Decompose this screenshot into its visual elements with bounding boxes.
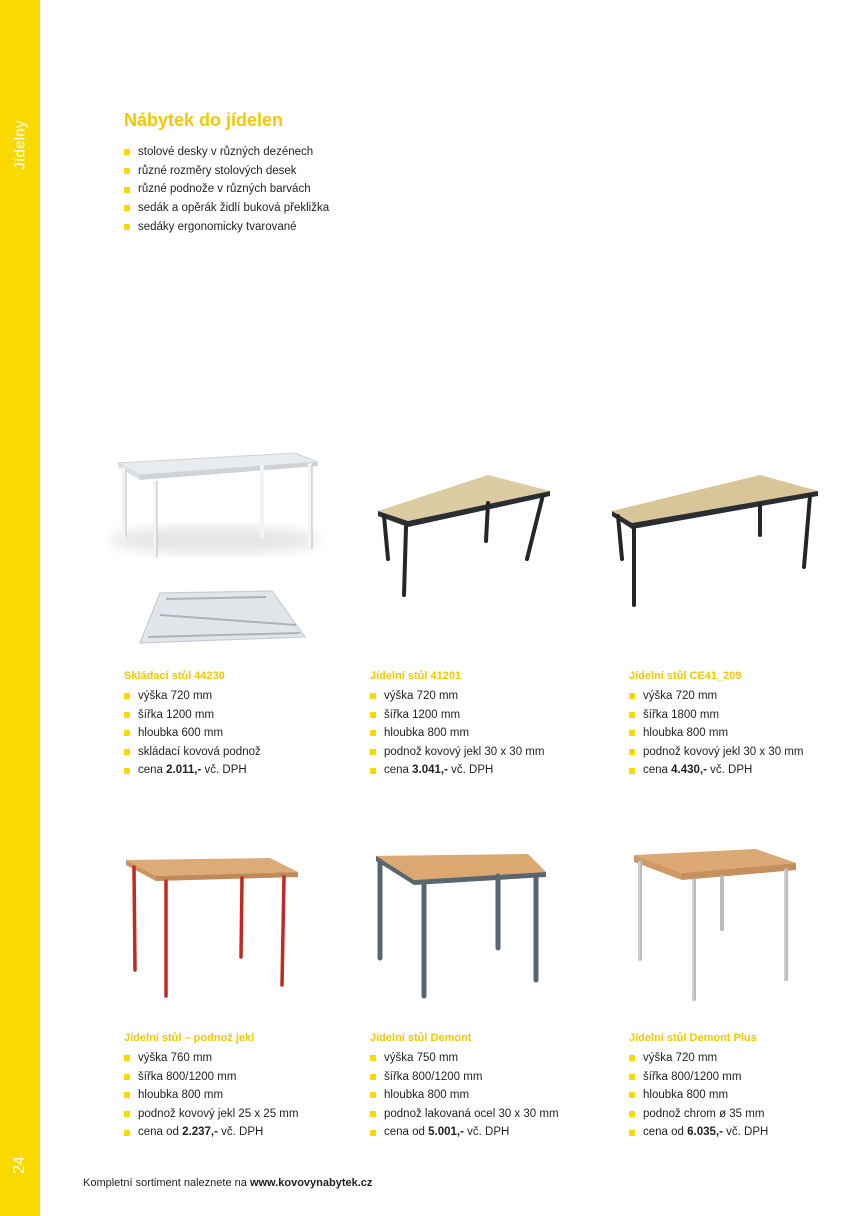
price-value: 2.237,- [182,1126,218,1139]
footer-text: Kompletní sortiment naleznete na [83,1177,250,1189]
square-bullet-icon [629,1074,635,1080]
product-name: Jídelní stůl Demont [370,1032,472,1044]
square-bullet-icon [629,749,635,755]
spec-list [370,687,600,780]
table-frame [134,867,284,996]
square-bullet-icon [124,712,130,718]
feature-item: sedáky ergonomicky tvarované [124,218,329,237]
spec-item: hloubka 600 mm [124,724,354,743]
spec-item: podnož kovový jekl 25 x 25 mm [124,1105,354,1124]
folding-table-image [100,425,330,660]
dining-table-ce41-image [610,455,825,615]
product-card [370,669,600,780]
square-bullet-icon [370,730,376,736]
page-number-text: 24 [11,1156,28,1174]
spec-item: hloubka 800 mm [370,1086,600,1105]
price-value: 5.001,- [428,1126,464,1139]
spec-item: výška 750 mm [370,1049,600,1068]
square-bullet-icon [629,768,635,774]
product-card [629,1031,859,1142]
square-bullet-icon [124,187,130,193]
square-bullet-icon [124,1092,130,1098]
dining-table-demont-plus-image [630,843,800,1008]
square-bullet-icon [124,149,130,155]
square-bullet-icon [124,749,130,755]
square-bullet-icon [370,712,376,718]
square-bullet-icon [370,693,376,699]
product-name: Jídelní stůl 41201 [370,670,462,682]
price-value: 2.011,- [166,764,202,777]
page-number [0,1150,40,1180]
page-title: Nábytek do jídelen [124,110,284,130]
square-bullet-icon [629,693,635,699]
square-bullet-icon [124,730,130,736]
square-bullet-icon [629,712,635,718]
square-bullet-icon [629,730,635,736]
square-bullet-icon [629,1055,635,1061]
square-bullet-icon [124,768,130,774]
square-bullet-icon [629,1130,635,1136]
spec-item: skládací kovová podnož [124,743,354,762]
spec-item: výška 720 mm [124,687,354,706]
table-frame [640,862,786,999]
footer-link[interactable]: www.kovovynabytek.cz [249,1177,373,1189]
spec-item: podnož chrom ø 35 mm [629,1105,859,1124]
square-bullet-icon [629,1111,635,1117]
spec-list [124,1049,354,1142]
spec-item: šířka 800/1200 mm [124,1068,354,1087]
square-bullet-icon [370,1074,376,1080]
square-bullet-icon [370,1055,376,1061]
spec-item: výška 760 mm [124,1049,354,1068]
spec-item: šířka 1200 mm [370,706,600,725]
product-name: Jídelní stůl Demont Plus [629,1032,757,1044]
square-bullet-icon [370,1092,376,1098]
product-name: Jídelní stůl – podnož jekl [124,1032,255,1044]
square-bullet-icon [370,768,376,774]
spec-item: šířka 1800 mm [629,706,859,725]
price-item: cena od 6.035,- vč. DPH [629,1123,859,1142]
product-card [629,669,859,780]
price-item: cena 4.430,- vč. DPH [629,761,859,780]
spec-list [370,1049,600,1142]
feature-list [124,143,329,237]
section-tab [1,95,39,195]
square-bullet-icon [124,693,130,699]
spec-item: podnož kovový jekl 30 x 30 mm [629,743,859,762]
dining-table-jekl-image [120,850,305,1005]
spec-item: hloubka 800 mm [629,1086,859,1105]
product-card [370,1031,600,1142]
spec-list [629,1049,859,1142]
feature-item: různé podnože v různých barvách [124,180,329,199]
feature-item: různé rozměry stolových desek [124,162,329,181]
feature-item: stolové desky v různých dezénech [124,143,329,162]
square-bullet-icon [124,1074,130,1080]
spec-item: výška 720 mm [629,687,859,706]
square-bullet-icon [124,224,130,230]
spec-item: hloubka 800 mm [629,724,859,743]
price-item: cena 2.011,- vč. DPH [124,761,354,780]
square-bullet-icon [370,1111,376,1117]
price-item: cena 3.041,- vč. DPH [370,761,600,780]
spec-item: podnož kovový jekl 30 x 30 mm [370,743,600,762]
square-bullet-icon [370,749,376,755]
square-bullet-icon [124,1111,130,1117]
price-value: 3.041,- [412,764,448,777]
square-bullet-icon [124,168,130,174]
product-card [124,1031,354,1142]
spec-item: hloubka 800 mm [124,1086,354,1105]
spec-item: výška 720 mm [370,687,600,706]
footer [83,1177,372,1189]
spec-list [124,687,354,780]
price-item: cena od 2.237,- vč. DPH [124,1123,354,1142]
spec-item: výška 720 mm [629,1049,859,1068]
price-value: 4.430,- [671,764,707,777]
section-tab-label: Jídelny [11,120,29,170]
dining-table-demont-image [370,850,555,1005]
spec-item: podnož lakovaná ocel 30 x 30 mm [370,1105,600,1124]
spec-list [629,687,859,780]
product-name: Skládací stůl 44230 [124,670,225,682]
dining-table-41201-image [370,455,560,615]
spec-item: šířka 1200 mm [124,706,354,725]
square-bullet-icon [124,1055,130,1061]
square-bullet-icon [124,205,130,211]
product-card [124,669,354,780]
price-item: cena od 5.001,- vč. DPH [370,1123,600,1142]
product-name: Jídelní stůl CE41_209 [629,670,742,682]
price-value: 6.035,- [687,1126,723,1139]
feature-item: sedák a opěrák židlí buková překližka [124,199,329,218]
square-bullet-icon [629,1092,635,1098]
spec-item: hloubka 800 mm [370,724,600,743]
square-bullet-icon [124,1130,130,1136]
spec-item: šířka 800/1200 mm [629,1068,859,1087]
spec-item: šířka 800/1200 mm [370,1068,600,1087]
square-bullet-icon [370,1130,376,1136]
